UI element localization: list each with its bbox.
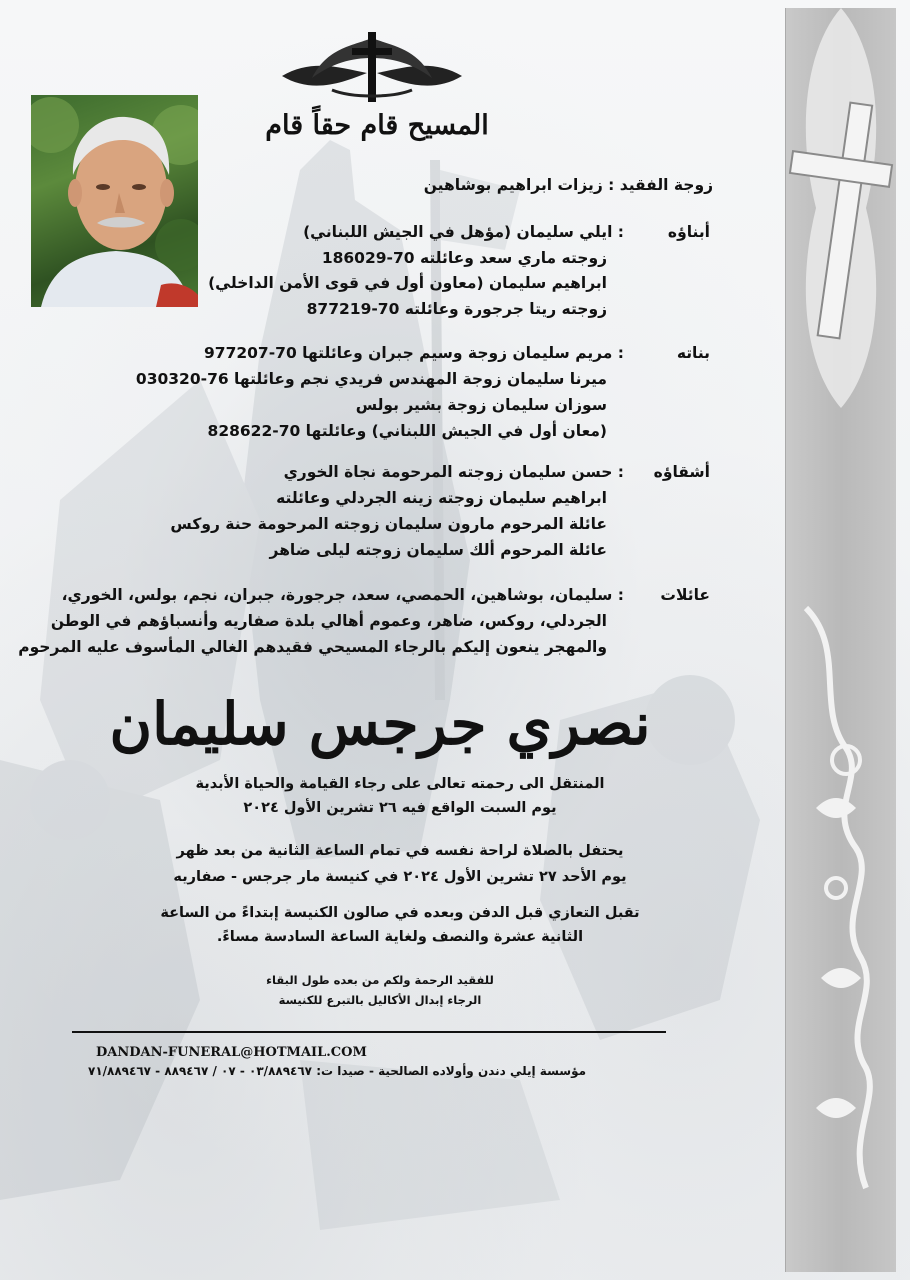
footer-contact: مؤسسة إيلي دندن وأولاده الصالحية - صيدا ت: ٠٣/٨٨٩٤٦٧ - ٠٧ / ٨٨٩٤٦٧ - ٧١/٨٨٩٤٦٧ (88, 1064, 587, 1078)
funeral-line-2: يوم الأحد ٢٧ تشرين الأول ٢٠٢٤ في كنيسة مار جرجس - صفاريه (173, 869, 627, 885)
sons-line-4: زوجته ريتا جرجورة وعائلته 70-877219 (306, 300, 607, 318)
condolences-line-2: الثانية عشرة والنصف ولغاية الساعة السادسة مساءً. (216, 929, 584, 945)
footer-email: DANDAN-FUNERAL@HOTMAIL.COM (96, 1045, 367, 1060)
passing-line-1: المنتقل الى رحمته تعالى على رجاء القيامة والحياة الأبدية (195, 776, 605, 792)
families-line-1: : سليمان، بوشاهين، الحمصي، سعد، جرجورة، جبران، نجم، بولس، الخوري، (61, 586, 624, 604)
daughters-line-4: (معان أول في الجيش اللبناني) وعائلتها 70-828622 (207, 422, 607, 440)
cross-and-vine-ornament-icon (786, 8, 896, 1272)
funeral-line-1: يحتفل بالصلاة لراحة نفسه في تمام الساعة الثانية من بعد ظهر (176, 843, 624, 859)
siblings-line-4: عائلة المرحوم ألك سليمان زوجته ليلى ضاهر (269, 541, 607, 559)
closing-line-1: للفقيد الرحمة ولكم من بعده طول البقاء (266, 973, 494, 987)
daughters-line-2: ميرنا سليمان زوجة المهندس فريدي نجم وعائلتها 76-030320 (135, 370, 607, 388)
daughters-line-3: سوزان سليمان زوجة بشير بولس (355, 396, 607, 414)
siblings-line-3: عائلة المرحوم مارون سليمان زوجته المرحومة حنة روكس (170, 515, 607, 533)
siblings-line-2: ابراهيم سليمان زوجته زينه الجردلي وعائلته (276, 489, 607, 507)
portrait-image (31, 95, 198, 307)
page-title: المسيح قام حقاً قام (265, 110, 489, 141)
closing-line-2: الرجاء إبدال الأكاليل بالتبرع للكنيسة (278, 993, 482, 1007)
passing-line-2: يوم السبت الواقع فيه ٢٦ تشرين الأول ٢٠٢٤ (243, 800, 557, 816)
sons-line-3: ابراهيم سليمان (معاون أول في قوى الأمن الداخلي) (208, 274, 607, 292)
widow-label: زوجة الفقيد (619, 176, 713, 194)
decorative-side-border (785, 8, 896, 1272)
families-label: عائلات (660, 586, 710, 604)
cross-ornament-icon (272, 28, 472, 110)
families-line-3: والمهجر ينعون إليكم بالرجاء المسيحي فقيدهم الغالي المأسوف عليه المرحوم (18, 638, 607, 656)
sons-label: أبناؤه (667, 223, 710, 241)
sons-line-1: : ايلي سليمان (مؤهل في الجيش اللبناني) (303, 223, 624, 241)
families-line-2: الجردلي، روكس، ضاهر، وعموم أهالي بلدة صفاريه وأنسباؤهم في الوطن (50, 612, 607, 630)
deceased-name: نصري جرجس سليمان (109, 690, 651, 758)
daughters-label: بناته (676, 344, 710, 362)
sons-line-2: زوجته ماري سعد وعائلته 70-186029 (321, 249, 607, 267)
daughters-line-1: : مريم سليمان زوجة وسيم جبران وعائلتها 70-977207 (204, 344, 624, 362)
condolences-line-1: تقبل التعازي قبل الدفن وبعده في صالون الكنيسة إبتداءً من الساعة (160, 905, 640, 921)
deceased-photo (31, 95, 198, 307)
siblings-line-1: : حسن سليمان زوجته المرحومة نجاة الخوري (283, 463, 624, 481)
widow-line (424, 176, 713, 194)
siblings-label: أشقاؤه (653, 463, 710, 481)
widow-value: : زيزات ابراهيم بوشاهين (423, 176, 615, 194)
footer-divider (72, 1031, 666, 1033)
